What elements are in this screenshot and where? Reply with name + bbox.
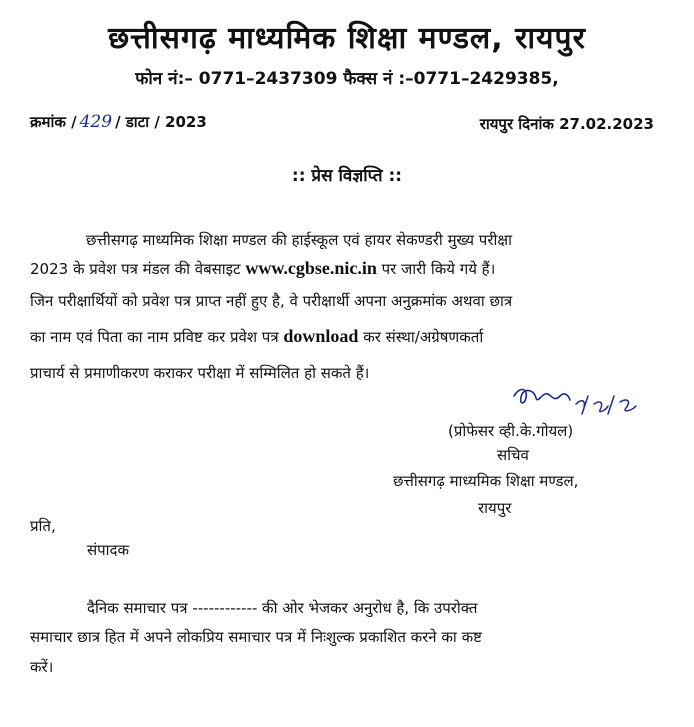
reference-suffix: / डाटा / 2023 [115, 113, 207, 131]
body-line-4 [30, 326, 483, 347]
body-line-2-start: 2023 के प्रवेश पत्र मंडल की वेबसाइट [30, 260, 246, 278]
body-line-4-start: का नाम एवं पिता का नाम प्रविष्ट कर प्रवेश पत्र [30, 328, 284, 346]
press-release-heading: :: प्रेस विज्ञप्ति :: [291, 166, 403, 186]
download-word: download [283, 326, 359, 346]
request-line-2: समाचार छात्र हित में अपने लोकप्रिय समाचार पत्र में निःशुल्क प्रकाशित करने का कष्ट [30, 628, 482, 646]
reference-prefix: क्रमांक / [30, 113, 77, 131]
reference-handwritten-number: 429 [79, 112, 113, 132]
body-line-1: छत्तीसगढ़ माध्यमिक शिक्षा मण्डल की हाईस्कूल एवं हायर सेकण्डरी मुख्य परीक्षा [86, 231, 512, 249]
body-line-5: प्राचार्य से प्रमाणीकरण कराकर परीक्षा में सम्मिलित हो सकते हैं। [30, 364, 370, 382]
recipient-editor: संपादक [87, 541, 130, 559]
request-line-1: दैनिक समाचार पत्र ------------ की ओर भेजकर अनुरोध है, कि उपरोक्त [87, 599, 478, 617]
signatory-office: छत्तीसगढ़ माध्यमिक शिक्षा मण्डल, [393, 472, 579, 490]
letter-date: रायपुर दिनांक 27.02.2023 [479, 115, 654, 133]
website-address: www.cgbse.nic.in [245, 258, 377, 278]
body-line-3: जिन परीक्षार्थियों को प्रवेश पत्र प्राप्त नहीं हुए है, वे परीक्षार्थी अपना अनुक्रमांक अथवा छात्र [30, 292, 513, 310]
recipient-label: प्रति, [30, 517, 56, 535]
handwritten-signature [510, 382, 642, 416]
letterhead-contact: फोन नं:– 0771–2437309 फैक्स नं :–0771–2429385, [135, 69, 559, 89]
request-line-3: करें। [30, 658, 54, 676]
body-line-2-end: पर जारी किये गये हैं। [376, 260, 496, 278]
signatory-designation: सचिव [497, 446, 529, 464]
signatory-city: रायपुर [478, 499, 512, 517]
body-line-2 [30, 258, 495, 279]
letterhead-title: छत्तीसगढ़ माध्यमिक शिक्षा मण्डल, रायपुर [108, 21, 586, 56]
reference-number [30, 112, 207, 132]
signatory-name: (प्रोफेसर व्ही.के.गोयल) [448, 422, 574, 440]
body-line-4-end: कर संस्था/अग्रेषणकर्ता [358, 328, 484, 346]
